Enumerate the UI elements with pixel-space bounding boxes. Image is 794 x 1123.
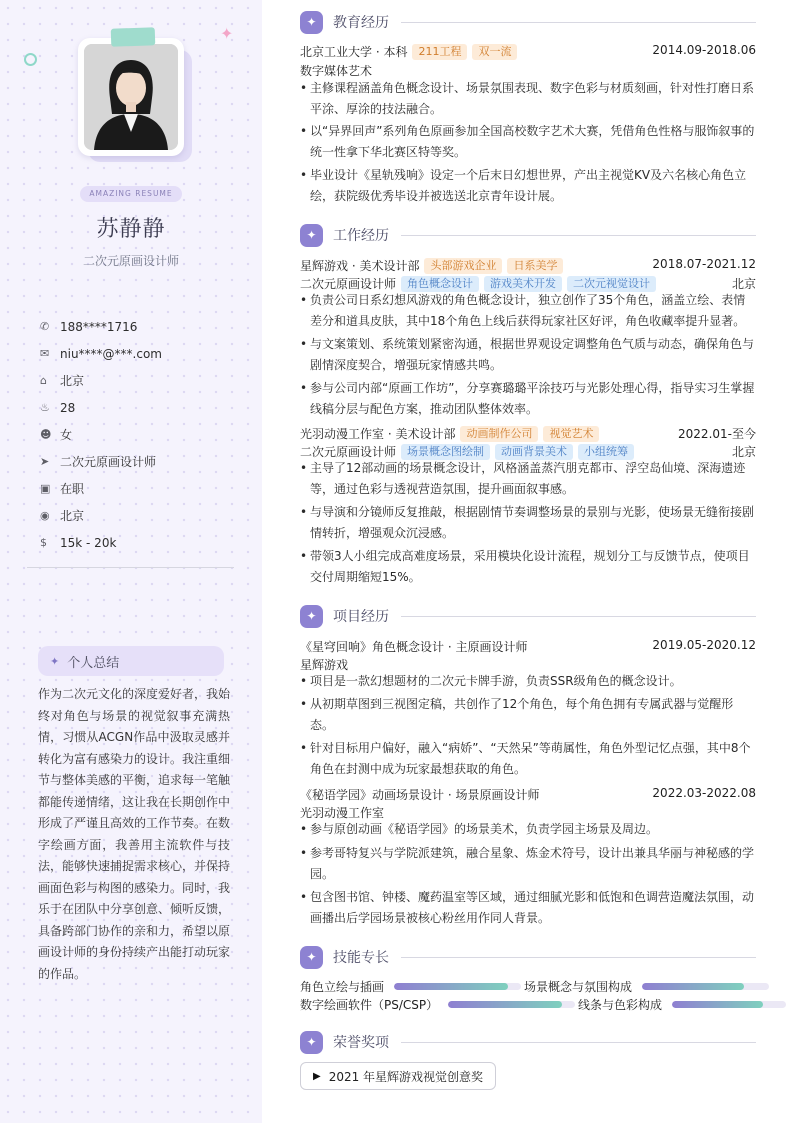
skill-item xyxy=(578,996,786,1013)
job-date: 2018.07-2021.12 xyxy=(652,257,756,271)
skill-name: 数字绘画软件（PS/CSP） xyxy=(300,998,439,1012)
job-city: 北京 xyxy=(731,445,756,459)
education-title: 教育经历 xyxy=(333,15,389,31)
job-date: 2022.01-至今 xyxy=(678,427,756,441)
skill-name: 角色立绘与插画 xyxy=(300,980,385,994)
info-gender xyxy=(40,421,162,448)
awards-section-header xyxy=(300,1030,756,1054)
project-date: 2022.03-2022.08 xyxy=(652,786,756,800)
school-tag: 211工程 xyxy=(412,44,467,60)
avatar-frame xyxy=(78,38,184,156)
education-section-header xyxy=(300,10,756,34)
section-divider xyxy=(401,235,756,236)
project-name: 《秘语学园》动画场景设计 · 场景原画设计师 xyxy=(300,788,540,802)
info-salary xyxy=(40,529,162,556)
sparkle-icon: ✦ xyxy=(300,946,323,969)
project-bullet: • 从初期草图到三视图定稿，共创作了12个角色，每个角色拥有专属武器与觉醒形态。 xyxy=(300,694,756,736)
briefcase-icon: ▣ xyxy=(40,482,51,495)
info-location-text: 北京 xyxy=(60,509,85,523)
skill-item xyxy=(300,978,521,995)
job-city: 北京 xyxy=(731,277,756,291)
project-org: 光羽动漫工作室 xyxy=(300,806,385,820)
cake-icon: ♨ xyxy=(40,401,50,414)
school-tag: 双一流 xyxy=(472,44,517,60)
send-icon: ➤ xyxy=(40,455,50,468)
company-tag: 动画制作公司 xyxy=(460,426,538,442)
project-bullet: • 项目是一款幻想题材的二次元卡牌手游，负责SSR级角色的概念设计。 xyxy=(300,671,756,692)
info-age-text: 28 xyxy=(60,400,76,415)
salary-icon: $ xyxy=(40,536,47,549)
work-title: 工作经历 xyxy=(333,228,389,244)
info-target-role-text: 二次元原画设计师 xyxy=(60,455,157,469)
photo-tape xyxy=(111,27,156,47)
education-major: 数字媒体艺术 xyxy=(300,64,373,78)
avatar xyxy=(78,38,184,156)
role-tag: 小组统筹 xyxy=(578,444,634,460)
decorative-ring xyxy=(24,53,37,66)
location-pin-icon: ◉ xyxy=(40,509,50,522)
sidebar xyxy=(0,0,262,1123)
info-phone-text: 188****1716 xyxy=(60,319,138,334)
section-divider xyxy=(401,957,756,958)
info-status xyxy=(40,475,162,502)
section-divider xyxy=(401,1042,756,1043)
skills-section-header xyxy=(300,945,756,969)
skill-bar-fill xyxy=(642,983,744,990)
project-bullet: • 参考哥特复兴与学院派建筑，融合星象、炼金术符号，设计出兼具华丽与神秘感的学园。 xyxy=(300,843,756,885)
info-hometown xyxy=(40,367,162,394)
work-section-header xyxy=(300,223,756,247)
education-school-row xyxy=(300,43,756,60)
company-tag: 视觉艺术 xyxy=(543,426,599,442)
skills-title: 技能专长 xyxy=(333,950,389,966)
skill-name: 场景概念与氛围构成 xyxy=(524,980,633,994)
info-target-role xyxy=(40,448,162,475)
job-bullet: • 与导演和分镜师反复推敲，根据剧情节奏调整场景的景别与光影，使场景无缝衔接剧情转折，增强观众沉浸感。 xyxy=(300,502,756,544)
company-tag: 日系美学 xyxy=(507,258,563,274)
project-bullet: • 包含图书馆、钟楼、魔药温室等区域，通过细腻光影和低饱和色调营造魔法氛围，动画播出后学园场景被核心粉丝用作同人背景。 xyxy=(300,887,756,929)
role-tag: 动画背景美术 xyxy=(495,444,573,460)
job-bullet: • 主导了12部动画的场景概念设计，风格涵盖蒸汽朋克都市、浮空岛仙境、深海遗迹等，通过色彩与透视营造氛围，提升画面叙事感。 xyxy=(300,458,756,500)
info-location xyxy=(40,502,162,529)
info-email-text: niu****@***.com xyxy=(60,346,162,361)
award-text: 2021 年星辉游戏视觉创意奖 xyxy=(328,1069,484,1084)
sparkle-icon: ✦ xyxy=(300,11,323,34)
summary-text: 作为二次元文化的深度爱好者，我始终对角色与场景的视觉叙事充满热情，习惯从ACGN作品中汲取灵感并转化为富有感染力的设计。我注重细节与整体美感的平衡，追求每一笔触都能传递情绪，这让我在长期创作中形成了严谨且高效的工作节奏。在数字绘画方面，我善用主流软件与技法，能够快速捕捉需求核心，并保持画面色彩与构图的感染力。同时，我乐于在团队中分享创意、倾听反馈，具备跨部门协作的亲和力，希望以原画设计师的身份持续产出能打动玩家的作品。 xyxy=(38,687,231,981)
home-icon: ⌂ xyxy=(40,374,47,387)
info-hometown-text: 北京 xyxy=(60,374,85,388)
resume-badge: AMAZING RESUME xyxy=(80,186,182,202)
job-company: 光羽动漫工作室 · 美术设计部 xyxy=(300,427,456,441)
job-bullet: • 与文案策划、系统策划紧密沟通，根据世界观设定调整角色气质与动态，确保角色与剧情深度契合，增强玩家情感共鸣。 xyxy=(300,334,756,376)
education-date: 2014.09-2018.06 xyxy=(652,43,756,57)
skill-bar xyxy=(448,1001,575,1008)
sidebar-divider xyxy=(27,567,234,568)
job-role: 二次元原画设计师 xyxy=(300,445,397,459)
gender-icon: ☻ xyxy=(40,428,52,441)
summary-header xyxy=(38,646,224,676)
education-bullet: • 以“异界回声”系列角色原画参加全国高校数字艺术大赛，凭借角色性格与服饰叙事的统一性拿下华北赛区特等奖。 xyxy=(300,121,756,163)
job-role: 二次元原画设计师 xyxy=(300,277,397,291)
company-tag: 头部游戏企业 xyxy=(424,258,502,274)
skill-bar-fill xyxy=(394,983,508,990)
job-company: 星辉游戏 · 美术设计部 xyxy=(300,259,420,273)
sparkle-icon: ✦ xyxy=(300,1031,323,1054)
skill-bar xyxy=(642,983,769,990)
candidate-title: 二次元原画设计师 xyxy=(82,254,179,268)
section-divider xyxy=(401,616,756,617)
section-divider xyxy=(401,22,756,23)
skill-bar-fill xyxy=(448,1001,562,1008)
sparkle-icon: ✦ xyxy=(220,24,234,43)
play-icon: ▶ xyxy=(313,1070,321,1082)
skill-bar-fill xyxy=(672,1001,763,1008)
project-bullet: • 参与原创动画《秘语学园》的场景美术，负责学园主场景及周边。 xyxy=(300,819,756,840)
info-age xyxy=(40,394,162,421)
sparkle-icon: ✦ xyxy=(300,605,323,628)
projects-title: 项目经历 xyxy=(333,609,389,625)
role-tag: 游戏美术开发 xyxy=(484,276,562,292)
role-tag: 二次元视觉设计 xyxy=(567,276,656,292)
project-name-row xyxy=(300,786,756,803)
role-tag: 场景概念图绘制 xyxy=(401,444,490,460)
job-bullet: • 负责公司日系幻想风游戏的角色概念设计，独立创作了35个角色，涵盖立绘、表情差分和道具皮肤，其中18个角色上线后获得玩家社区好评，角色收藏率提升显著。 xyxy=(300,290,756,332)
avatar-photo xyxy=(84,44,178,150)
skill-item xyxy=(300,996,575,1013)
sparkle-icon: ✦ xyxy=(50,654,60,668)
mail-icon: ✉ xyxy=(40,347,50,360)
phone-icon: ✆ xyxy=(40,320,50,333)
info-salary-text: 15k - 20k xyxy=(60,535,117,550)
job-company-row xyxy=(300,425,756,442)
info-gender-text: 女 xyxy=(60,428,73,442)
project-date: 2019.05-2020.12 xyxy=(652,638,756,652)
skill-bar xyxy=(394,983,521,990)
skill-item xyxy=(524,978,769,995)
project-bullet: • 针对目标用户偏好，融入“病娇”、“天然呆”等萌属性，角色外型记忆点强，其中8个角色在封测中成为玩家最想获取的角色。 xyxy=(300,738,756,780)
skill-name: 线条与色彩构成 xyxy=(578,998,663,1012)
info-status-text: 在职 xyxy=(60,482,85,496)
job-bullet: • 带领3人小组完成高难度场景，采用模块化设计流程，规划分工与反馈节点，使项目交付周期缩短15%。 xyxy=(300,546,756,588)
project-org: 星辉游戏 xyxy=(300,658,349,672)
skill-bar xyxy=(672,1001,786,1008)
contact-info xyxy=(40,313,162,556)
info-email xyxy=(40,340,162,367)
summary-title: 个人总结 xyxy=(67,655,120,671)
award-item xyxy=(300,1062,496,1090)
education-bullet: • 主修课程涵盖角色概念设计、场景氛围表现、数字色彩与材质刻画，针对性打磨日系平涂、厚涂的技法融合。 xyxy=(300,78,756,120)
candidate-name: 苏静静 xyxy=(96,217,166,242)
info-phone xyxy=(40,313,162,340)
role-tag: 角色概念设计 xyxy=(401,276,479,292)
job-bullet: • 参与公司内部“原画工作坊”，分享赛璐璐平涂技巧与光影处理心得，指导实习生掌握线稿分层与配色方案，推动团队整体效率。 xyxy=(300,378,756,420)
education-bullet: • 毕业设计《星轨残响》设定一个后末日幻想世界，产出主视觉KV及六名核心角色立绘，获院级优秀毕设并被选送北京青年设计展。 xyxy=(300,165,756,207)
job-company-row xyxy=(300,257,756,274)
sparkle-icon: ✦ xyxy=(300,224,323,247)
project-name: 《星穹回响》角色概念设计 · 主原画设计师 xyxy=(300,640,528,654)
school-name: 北京工业大学 · 本科 xyxy=(300,45,408,59)
project-name-row xyxy=(300,638,756,655)
projects-section-header xyxy=(300,604,756,628)
awards-title: 荣誉奖项 xyxy=(333,1035,389,1051)
